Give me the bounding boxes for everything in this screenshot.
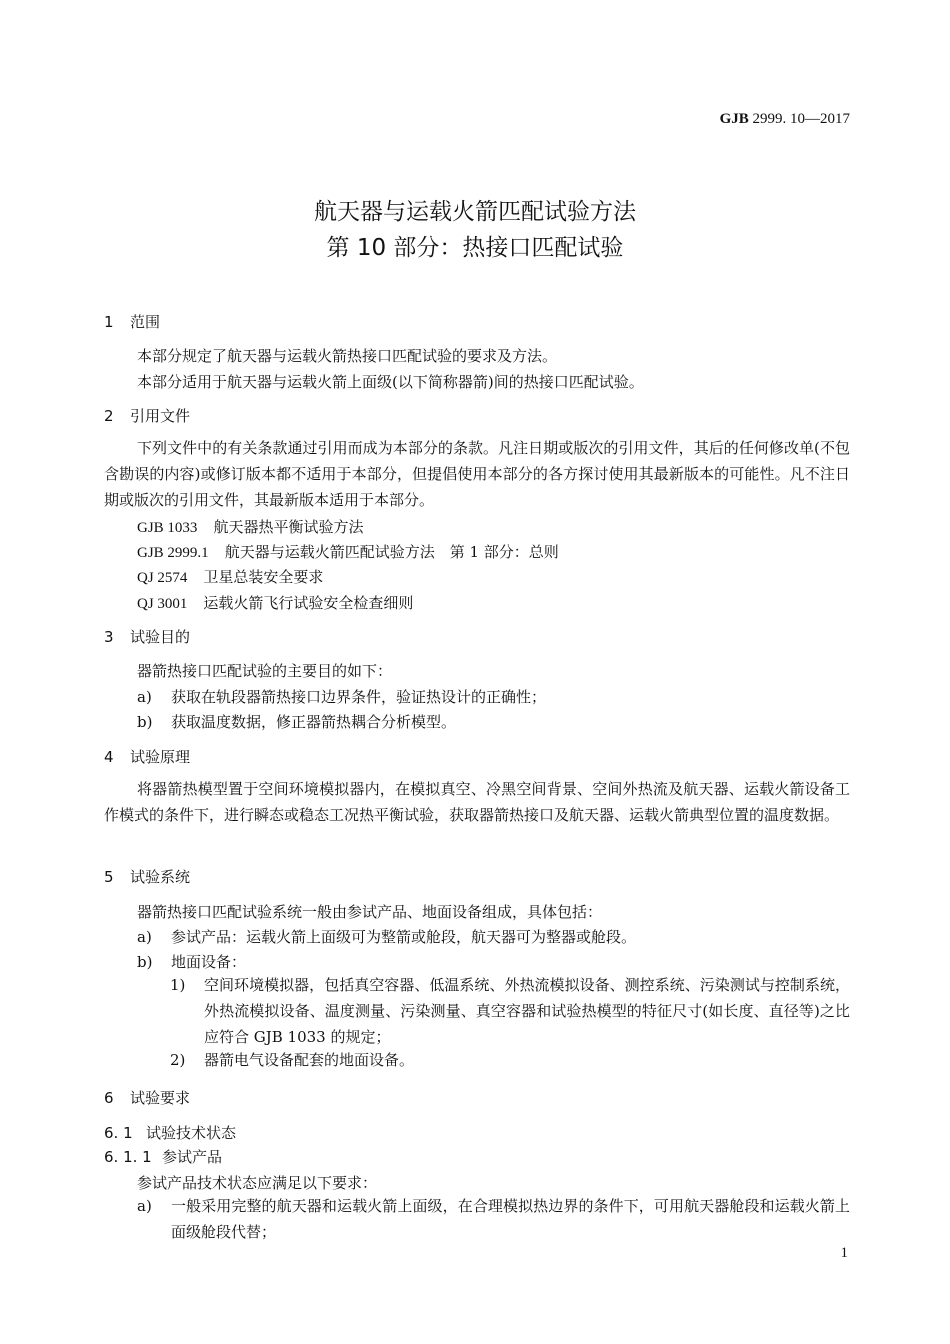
section-6-heading: 6 试验要求 bbox=[104, 1089, 191, 1107]
list-item-b: b) 获取温度数据，修正器箭热耦合分析模型。 bbox=[137, 713, 457, 731]
section-3-para-1: 器箭热接口匹配试验的主要目的如下： bbox=[137, 662, 393, 680]
section-4-heading: 4 试验原理 bbox=[104, 748, 191, 766]
section-6-1-heading: 6. 1 试验技术状态 bbox=[104, 1124, 237, 1142]
section-3-heading: 3 试验目的 bbox=[104, 628, 191, 646]
reference-item: QJ 2574 卫星总装安全要求 bbox=[137, 568, 324, 586]
list-item-a: a) 一般采用完整的航天器和运载火箭上面级，在合理模拟热边界的条件下，可用航天器舱段和运载火箭上面级舱段代替； bbox=[137, 1197, 850, 1241]
reference-item: QJ 3001 运载火箭飞行试验安全检查细则 bbox=[137, 594, 414, 612]
section-1-para-2: 本部分适用于航天器与运载火箭上面级(以下简称器箭)间的热接口匹配试验。 bbox=[137, 373, 644, 391]
section-6-1-1-heading: 6. 1. 1 参试产品 bbox=[104, 1148, 223, 1166]
reference-item: GJB 2999.1 航天器与运载火箭匹配试验方法 第 1 部分：总则 bbox=[137, 543, 559, 561]
section-5-para-1: 器箭热接口匹配试验系统一般由参试产品、地面设备组成，具体包括： bbox=[137, 903, 603, 921]
section-2-heading: 2 引用文件 bbox=[104, 407, 191, 425]
list-item-a: a) 获取在轨段器箭热接口边界条件，验证热设计的正确性； bbox=[137, 688, 547, 706]
section-6-para-1: 参试产品技术状态应满足以下要求： bbox=[137, 1174, 378, 1192]
reference-item: GJB 1033 航天器热平衡试验方法 bbox=[137, 518, 364, 536]
sub-list-item-1: 1) 空间环境模拟器，包括真空容器、低温系统、外热流模拟设备、测控系统、污染测试与控制系统，外热流模拟设备、温度测量、污染测量、真空容器和试验热模型的特征尺寸(如长度、直径等)之比应符合 GJB 1033 的规定； bbox=[170, 976, 850, 1046]
page-number: 1 bbox=[840, 1245, 848, 1261]
section-1-para-1: 本部分规定了航天器与运载火箭热接口匹配试验的要求及方法。 bbox=[137, 347, 558, 365]
document-title: 航天器与运载火箭匹配试验方法 bbox=[314, 199, 636, 225]
section-1-heading: 1 范围 bbox=[104, 313, 161, 331]
section-2-para-1: 下列文件中的有关条款通过引用而成为本部分的条款。凡注日期或版次的引用文件，其后的任何修改单(不包含勘误的内容)或修订版本都不适用于本部分，但提倡使用本部分的各方探讨使用其最新版本的可能性。凡不注日期或版次的引用文件，其最新版本适用于本部分。 bbox=[104, 439, 850, 509]
sub-list-item-2: 2) 器箭电气设备配套的地面设备。 bbox=[170, 1051, 415, 1069]
section-4-para-1: 将器箭热模型置于空间环境模拟器内，在模拟真空、冷黑空间背景、空间外热流及航天器、运载火箭设备工作模式的条件下，进行瞬态或稳态工况热平衡试验，获取器箭热接口及航天器、运载火箭典型位置的温度数据。 bbox=[104, 780, 850, 824]
list-item-b: b) 地面设备： bbox=[137, 953, 247, 971]
document-subtitle: 第 10 部分：热接口匹配试验 bbox=[326, 235, 624, 261]
section-5-heading: 5 试验系统 bbox=[104, 868, 191, 886]
document-code: GJB 2999. 10—2017 bbox=[719, 111, 850, 127]
list-item-a: a) 参试产品：运载火箭上面级可为整箭或舱段，航天器可为整器或舱段。 bbox=[137, 928, 637, 946]
